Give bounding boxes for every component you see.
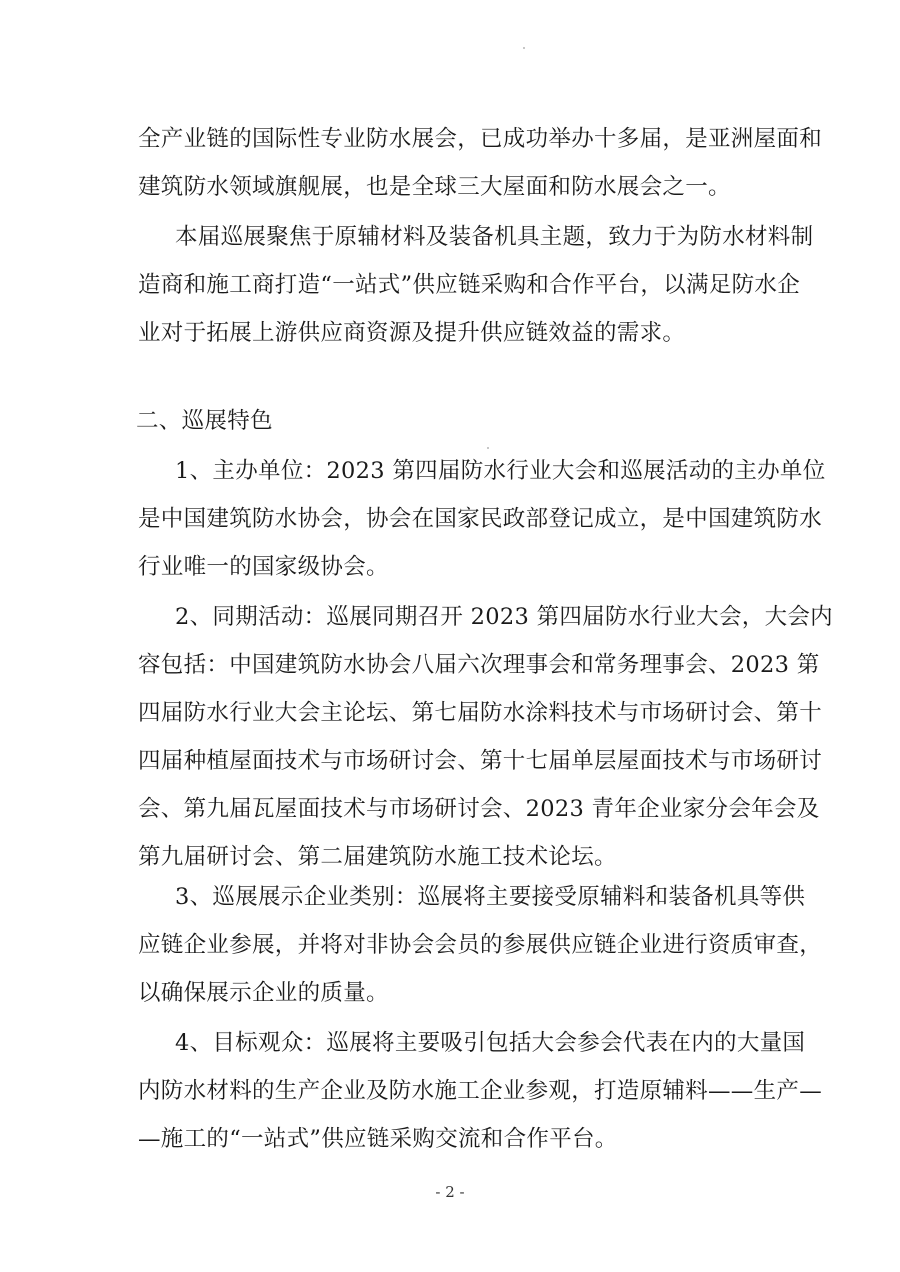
paragraph-line: 业对于拓展上游供应商资源及提升供应链效益的需求。 [138,320,686,346]
paragraph-line: 以确保展示企业的质量。 [138,980,389,1006]
paragraph-line: 本届巡展聚焦于原辅材料及装备机具主题，致力于为防水材料制 [175,224,814,250]
scan-speck [487,447,489,449]
paragraph-line: 2、同期活动：巡展同期召开 2023 第四届防水行业大会，大会内 [175,604,833,630]
paragraph-line: 造商和施工商打造“一站式”供应链采购和合作平台，以满足防水企 [138,272,801,298]
paragraph-line: 建筑防水领域旗舰展，也是全球三大屋面和防水展会之一。 [138,174,731,200]
paragraph-line: 四届种植屋面技术与市场研讨会、第十七届单层屋面技术与市场研讨 [138,748,823,774]
paragraph-line: 4、目标观众：巡展将主要吸引包括大会参会代表在内的大量国 [175,1030,806,1056]
paragraph-line: 应链企业参展，并将对非协会会员的参展供应链企业进行资质审查， [138,932,823,958]
paragraph-line: 内防水材料的生产企业及防水施工企业参观，打造原辅料——生产— [138,1078,823,1104]
paragraph-line: —施工的“一站式”供应链采购交流和合作平台。 [138,1126,618,1152]
paragraph-line: 行业唯一的国家级协会。 [138,554,389,580]
paragraph-line: 1、主办单位：2023 第四届防水行业大会和巡展活动的主办单位 [175,458,826,484]
paragraph-line: 3、巡展展示企业类别：巡展将主要接受原辅料和装备机具等供 [175,884,806,910]
page-number: - 2 - [435,1183,465,1201]
paragraph-line: 四届防水行业大会主论坛、第七届防水涂料技术与市场研讨会、第十 [138,700,823,726]
scan-speck [523,47,525,49]
paragraph-line: 第九届研讨会、第二届建筑防水施工技术论坛。 [138,844,617,870]
paragraph-line: 容包括：中国建筑防水协会八届六次理事会和常务理事会、2023 第 [138,652,820,678]
paragraph-line: 全产业链的国际性专业防水展会，已成功举办十多届，是亚洲屋面和 [138,126,823,152]
paragraph-line: 是中国建筑防水协会，协会在国家民政部登记成立，是中国建筑防水 [138,506,823,532]
section-heading: 二、巡展特色 [136,408,273,434]
paragraph-line: 会、第九届瓦屋面技术与市场研讨会、2023 青年企业家分会年会及 [138,796,820,822]
